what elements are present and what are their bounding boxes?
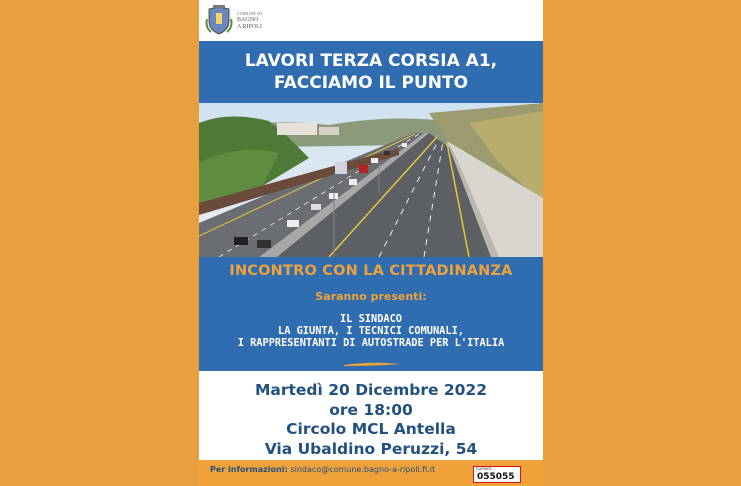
footer-label: Per informazioni: <box>210 465 288 474</box>
participants-list <box>199 313 543 349</box>
footer <box>199 460 543 486</box>
title-line1: LAVORI TERZA CORSIA A1, <box>244 51 498 71</box>
section-heading: INCONTRO CON LA CITTADINANZA <box>229 263 513 279</box>
logo-line2: BAGNO <box>237 16 259 23</box>
brush-stroke-divider <box>344 361 400 367</box>
title-line2: FACCIAMO IL PUNTO <box>273 73 469 93</box>
footer-email-link[interactable]: sindaco@comune.bagno-a-ripoli.fi.it <box>290 465 436 474</box>
event-details <box>199 381 543 459</box>
info-band <box>199 257 543 371</box>
participant-2: LA GIUNTA, I TECNICI COMUNALI, <box>278 325 464 337</box>
event-venue: Circolo MCL Antella <box>286 420 456 438</box>
footer-info <box>210 465 435 474</box>
event-address: Via Ubaldino Peruzzi, 54 <box>264 439 478 458</box>
municipality-logo <box>205 5 285 35</box>
event-time: ore 18:00 <box>329 400 413 419</box>
phone-number: 055055 <box>477 472 515 482</box>
logo-line1: COMUNE DI <box>237 10 263 16</box>
coat-of-arms-icon <box>205 5 233 35</box>
title-band <box>199 41 543 103</box>
phone-label: numero <box>476 466 492 471</box>
section-subheading: Saranno presenti: <box>315 290 427 303</box>
participant-1: IL SINDACO <box>340 313 402 325</box>
logo-line3: A RIPOLI <box>237 23 262 30</box>
event-poster <box>199 0 543 486</box>
highway-photo <box>199 103 543 257</box>
event-date: Martedì 20 Dicembre 2022 <box>254 381 488 399</box>
participant-3: I RAPPRESENTANTI DI AUTOSTRADE PER L'ITALIA <box>237 337 505 349</box>
phone-number-badge <box>473 466 521 483</box>
